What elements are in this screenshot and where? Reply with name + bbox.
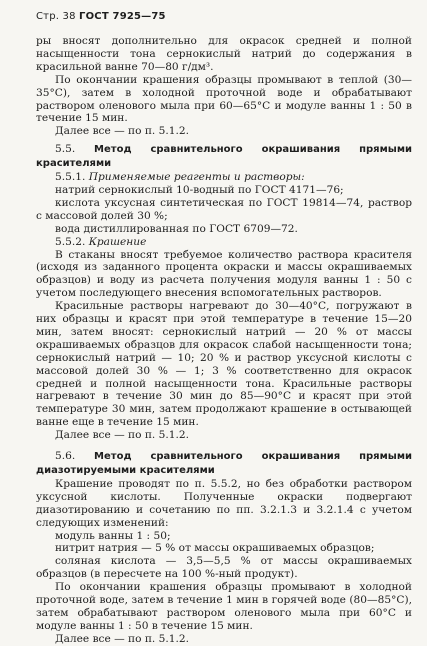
paragraph-rinse: По окончании крашения образцы промывают в теплой (30—35°С), затем в холодной проточной воде и обрабатывают раствором оленового мыла при 60—65°С и модуле ванны 1 : 50 в течение 15 мин. [36, 73, 412, 125]
paragraph-diazo: Крашение проводят по п. 5.5.2, но без обработки раствором уксусной кислоты. Полученные окраски подвергают диазотированию и сочетанию по пп. 3.2.1.3 и 3.2.1.4 с учетом следующих изменений: [36, 477, 412, 529]
section-number: 5.5.1. [55, 171, 86, 184]
reagent-item: натрий сернокислый 10-водный по ГОСТ 4171—76; [55, 183, 344, 196]
page-header [36, 11, 412, 23]
section-number: 5.5.2. [55, 235, 86, 248]
section-title: Крашение [88, 235, 147, 248]
section-title: Метод сравнительного окрашивания прямыми диазотируемыми красителями [36, 451, 412, 476]
page-number: Стр. 38 [36, 11, 76, 22]
section-5-5-heading [36, 143, 412, 171]
section-5-5-1-heading [36, 171, 412, 184]
change-item: соляная кислота — 3,5—5,5 % от массы окрашиваемых образцов (в пересчете на 100 %-ный продукт). [36, 555, 412, 581]
change-item: модуль ванны 1 : 50; [55, 529, 171, 542]
paragraph-dye-prep: В стаканы вносят требуемое количество раствора красителя (исходя из заданного процента окраски и массы окрашиваемых образцов) и воду из расчета получения модуля ванны 1 : 50 с учетом последующего внесения вспомогательных растворов. [36, 248, 412, 300]
reagent-item: кислота уксусная синтетическая по ГОСТ 19814—74, раствор с массовой долей 30 %; [36, 196, 412, 222]
paragraph-final-rinse: По окончании крашения образцы промывают в холодной проточной воде, затем в течение 1 мин в горячей воде (80—85°С), затем обрабатывают раствором оленового мыла при 60°С и модуле ванны 1 : 50 в течение 15 мин. [36, 581, 412, 632]
reagent-item: вода дистиллированная по ГОСТ 6709—72. [55, 222, 298, 235]
section-5-5-2-heading [36, 236, 412, 249]
standard-code: ГОСТ 7925—75 [79, 11, 166, 22]
section-title: Метод сравнительного окрашивания прямыми красителями [36, 144, 412, 170]
section-5-6-heading [36, 450, 412, 478]
paragraph-reference: Далее все — по п. 5.1.2. [55, 429, 189, 442]
section-number: 5.6. [55, 450, 76, 463]
paragraph-reference: Далее все — по п. 5.1.2. [55, 632, 189, 645]
change-item: нитрит натрия — 5 % от массы окрашиваемых образцов; [55, 542, 375, 555]
paragraph-dye-process: Красильные растворы нагревают до 30—40°С, погружают в них образцы и красят при этой температуре в течение 15—20 мин, затем вносят: сернокислый натрий — 20 % от массы окрашиваемых образцов для окрасок слабой насыщенности тона; сернокислый натрий — 10; 20 % и раствор уксусной кислоты с массовой долей 30 % — 1; 3 % соответственно для окрасок средней и полной насыщенности тона. Красильные растворы нагревают в течение 30 мин до 85—90°С и красят при этой температуре 30 мин, затем продолжают крашение в остывающей ванне еще в течение 15 мин. [36, 300, 412, 429]
section-number: 5.5. [55, 143, 76, 156]
paragraph-continuation: ры вносят дополнительно для окрасок средней и полной насыщенности тона сернокислый натрий до содержания в красильной ванне 70—80 г/дм³. [36, 35, 412, 73]
paragraph-reference: Далее все — по п. 5.1.2. [55, 125, 189, 138]
section-title: Применяемые реагенты и растворы: [88, 171, 305, 184]
